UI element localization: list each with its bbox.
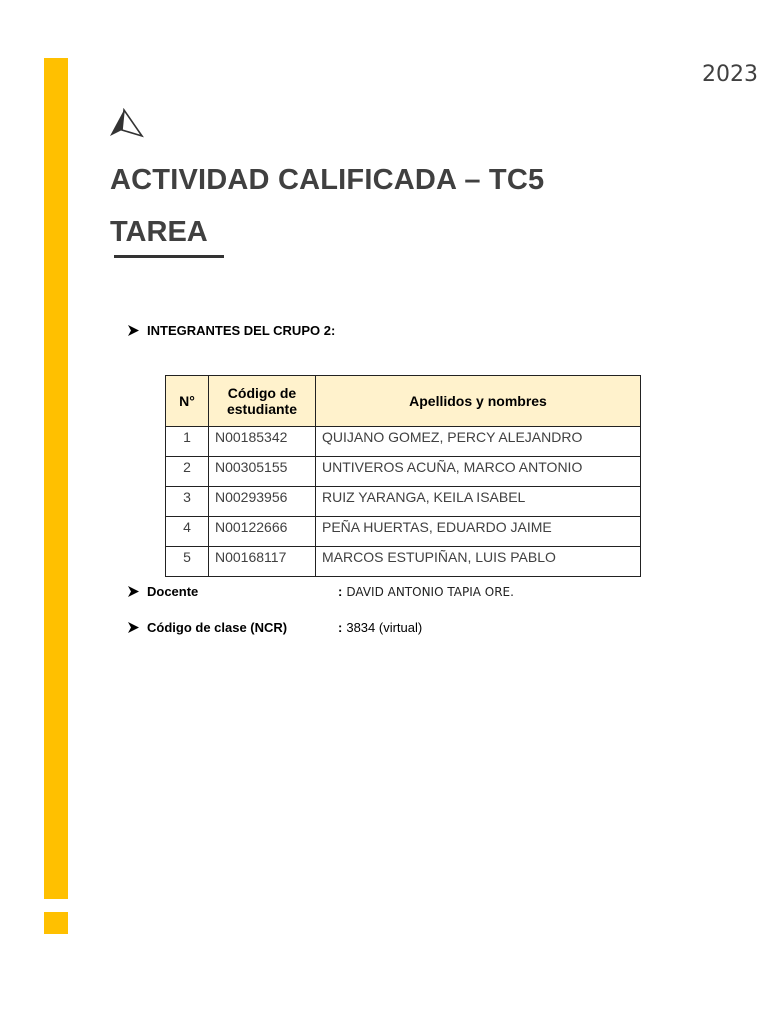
row-number: 5 [166, 547, 209, 577]
document-title: ACTIVIDAD CALIFICADA – TC5 [110, 164, 545, 196]
header-name: Apellidos y nombres [316, 376, 641, 427]
header-number: N° [166, 376, 209, 427]
document-subtitle: TAREA [110, 216, 208, 248]
docente-separator: : [338, 584, 343, 599]
ncr-separator: : [338, 620, 343, 635]
row-number: 2 [166, 457, 209, 487]
table-header-row [166, 376, 641, 427]
row-name: RUIZ YARANGA, KEILA ISABEL [316, 487, 641, 517]
row-name: UNTIVEROS ACUÑA, MARCO ANTONIO [316, 457, 641, 487]
table-row [166, 517, 641, 547]
row-name: MARCOS ESTUPIÑAN, LUIS PABLO [316, 547, 641, 577]
ncr-label: Código de clase (NCR) [147, 620, 288, 635]
row-code: N00305155 [209, 457, 316, 487]
arrow-bullet-icon [128, 586, 139, 597]
row-number: 1 [166, 427, 209, 457]
table-row [166, 457, 641, 487]
accent-square [44, 912, 68, 934]
members-heading: INTEGRANTES DEL CRUPO 2: [147, 323, 336, 338]
ncr-row [128, 620, 287, 635]
docente-value-row [338, 584, 514, 599]
row-code: N00185342 [209, 427, 316, 457]
docente-value: DAVID ANTONIO TAPIA ORE. [346, 584, 514, 599]
year-label: 2023 [702, 62, 758, 87]
ncr-value-row [338, 620, 422, 635]
row-code: N00293956 [209, 487, 316, 517]
table-row [166, 547, 641, 577]
row-code: N00168117 [209, 547, 316, 577]
table-row [166, 487, 641, 517]
arrow-bullet-icon [128, 622, 139, 633]
arrow-bullet-icon [128, 325, 139, 336]
row-name: PEÑA HUERTAS, EDUARDO JAIME [316, 517, 641, 547]
accent-bar [44, 58, 68, 899]
subtitle-underline [114, 255, 224, 258]
triangle-logo-icon [108, 108, 144, 140]
row-number: 4 [166, 517, 209, 547]
header-code: Código de estudiante [209, 376, 316, 427]
row-name: QUIJANO GOMEZ, PERCY ALEJANDRO [316, 427, 641, 457]
row-number: 3 [166, 487, 209, 517]
members-table [165, 375, 641, 577]
members-heading-row [128, 323, 335, 338]
row-code: N00122666 [209, 517, 316, 547]
ncr-value: 3834 (virtual) [346, 620, 423, 635]
table-row [166, 427, 641, 457]
docente-label: Docente [147, 584, 199, 599]
docente-row [128, 584, 198, 599]
